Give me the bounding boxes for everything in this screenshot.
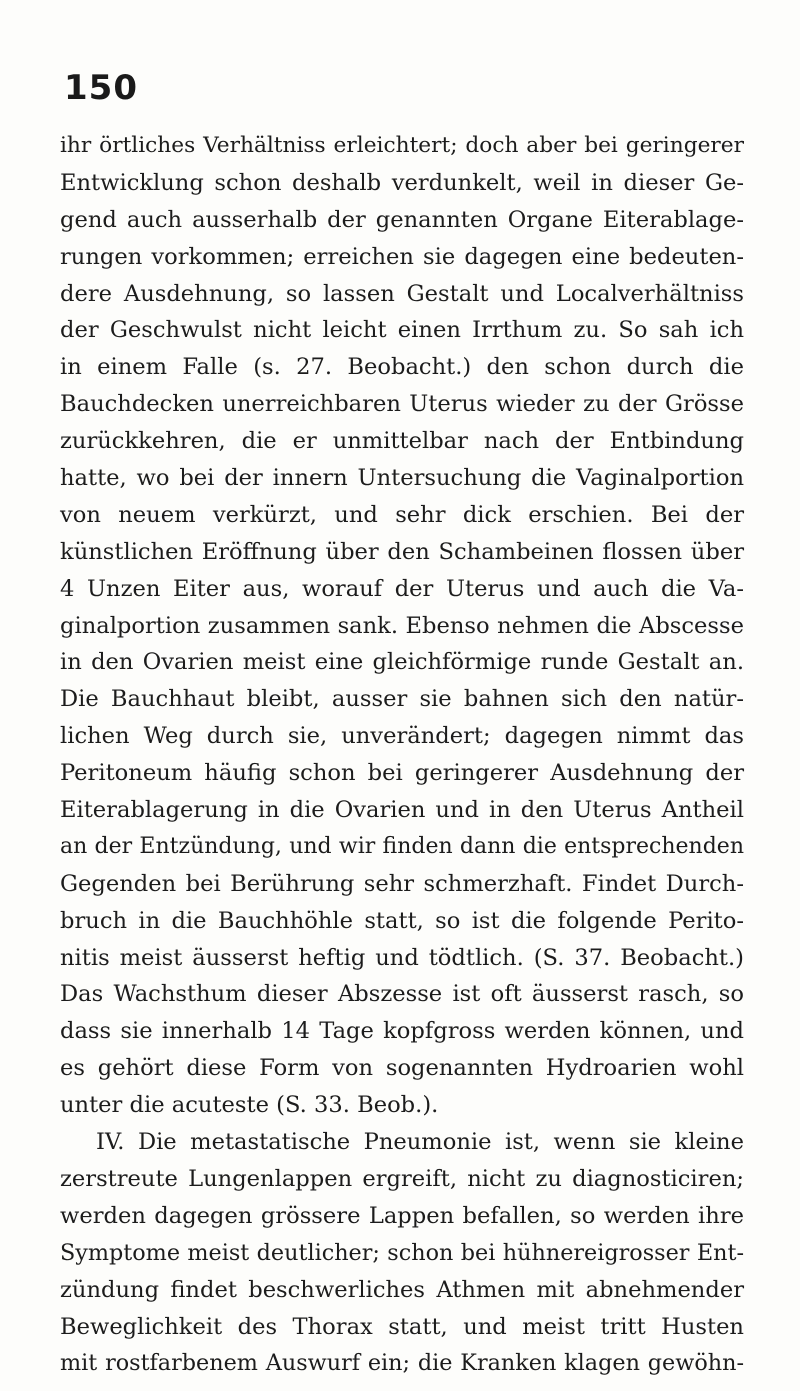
- text-line: mit rostfarbenem Auswurf ein; die Kranken klagen gewöhn-: [60, 1350, 744, 1377]
- text-line: ihr örtliches Verhältniss erleichtert; doch aber bei geringerer: [60, 133, 744, 158]
- text-line: rungen vorkommen; erreichen sie dagegen eine bedeuten-: [60, 243, 744, 270]
- text-line: in einem Falle (s. 27. Beobacht.) den schon durch die: [60, 354, 744, 381]
- text-line: Das Wachsthum dieser Abszesse ist oft äusserst rasch, so: [60, 981, 744, 1008]
- text-line: lichen Weg durch sie, unverändert; dagegen nimmt das: [60, 723, 744, 750]
- text-line: es gehört diese Form von sogenannten Hydroarien wohl: [60, 1055, 744, 1082]
- text-line: zerstreute Lungenlappen ergreift, nicht zu diagnosticiren;: [60, 1165, 744, 1192]
- text-line: ginalportion zusammen sank. Ebenso nehmen die Abscesse: [60, 612, 744, 639]
- text-line: dass sie innerhalb 14 Tage kopfgross werden können, und: [60, 1018, 744, 1045]
- text-line: Die Bauchhaut bleibt, ausser sie bahnen sich den natür-: [60, 686, 744, 713]
- text-line: bruch in die Bauchhöhle statt, so ist die folgende Perito-: [60, 907, 744, 934]
- text-line: künstlichen Eröffnung über den Schambeinen flossen über: [60, 538, 744, 565]
- text-line: der Geschwulst nicht leicht einen Irrthum zu. So sah ich: [60, 317, 744, 344]
- text-line: Symptome meist deutlicher; schon bei hühnereigrosser Ent-: [60, 1239, 744, 1266]
- text-line: hatte, wo bei der innern Untersuchung die Vaginalportion: [60, 465, 744, 492]
- text-line: an der Entzündung, und wir finden dann die entsprechenden: [60, 833, 744, 859]
- text-line: unter die acuteste (S. 33. Beob.).: [60, 1092, 439, 1119]
- text-line: Entwicklung schon deshalb verdunkelt, weil in dieser Ge-: [60, 169, 744, 196]
- text-line: 4 Unzen Eiter aus, worauf der Uterus und auch die Va-: [60, 575, 744, 602]
- text-line: werden dagegen grössere Lappen befallen, so werden ihre: [60, 1202, 744, 1229]
- body-text: [60, 128, 744, 1382]
- text-line: Peritoneum häufig schon bei geringerer Ausdehnung der: [60, 760, 744, 787]
- text-line: Gegenden bei Berührung sehr schmerzhaft. Findet Durch-: [60, 870, 744, 897]
- text-line: Bauchdecken unerreichbaren Uterus wieder zu der Grösse: [60, 391, 744, 418]
- page-number: 150: [64, 68, 138, 108]
- text-line: von neuem verkürzt, und sehr dick erschien. Bei der: [60, 501, 744, 528]
- text-line: Eiterablagerung in die Ovarien und in den Uterus Antheil: [60, 797, 744, 824]
- text-line: Beweglichkeit des Thorax statt, und meist tritt Husten: [60, 1313, 744, 1340]
- text-line: IV. Die metastatische Pneumonie ist, wenn sie kleine: [96, 1129, 744, 1156]
- text-line: zurückkehren, die er unmittelbar nach der Entbindung: [60, 428, 744, 455]
- text-line: dere Ausdehnung, so lassen Gestalt und Localverhältniss: [60, 280, 744, 307]
- text-line: nitis meist äusserst heftig und tödtlich. (S. 37. Beobacht.): [60, 944, 744, 971]
- text-line: zündung findet beschwerliches Athmen mit abnehmender: [60, 1276, 744, 1303]
- text-line: in den Ovarien meist eine gleichförmige runde Gestalt an.: [60, 649, 744, 676]
- text-line: gend auch ausserhalb der genannten Organe Eiterablage-: [60, 206, 744, 233]
